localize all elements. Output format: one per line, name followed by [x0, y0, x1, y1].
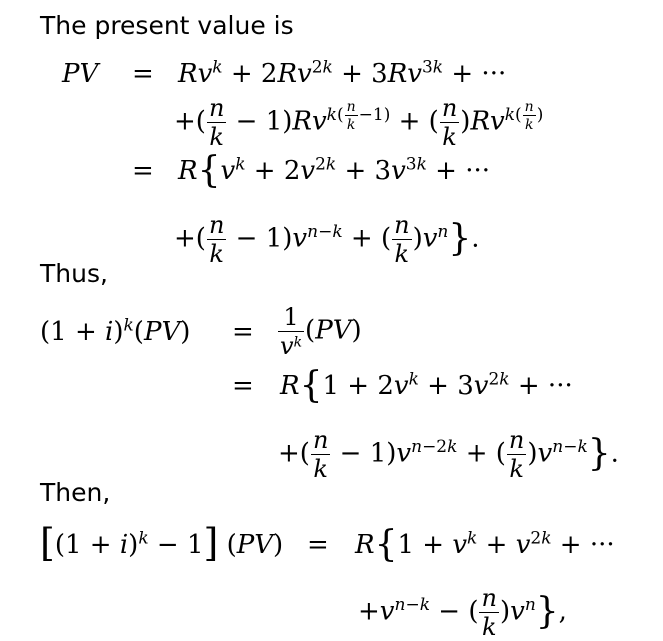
compounded-pv-lhs: $(1 + i)^k(PV)$	[40, 315, 191, 347]
then-text: Then,	[40, 478, 111, 507]
compounded-pv-rhs-1: $\frac{1}{v^k}$ (PV)	[280, 303, 362, 360]
intro-text: The present value is	[40, 11, 294, 40]
pv-factored-line-1: $R\{v^k + 2v^{2k} + 3v^{3k}$ + ···	[178, 150, 491, 191]
equals-sign: =	[232, 317, 254, 347]
equals-sign: =	[307, 530, 329, 560]
pv-series-line-1: $Rv^k + 2Rv^{2k} + 3Rv^{3k}$ + ···	[178, 57, 507, 89]
pv-lhs: PV	[62, 59, 99, 89]
equals-sign: =	[132, 156, 154, 186]
equals-sign: =	[132, 59, 154, 89]
compounded-pv-rhs-2: $R\{1 + 2v^k + 3v^{2k}$ + ···	[280, 365, 573, 406]
pv-series-line-2: +( $\frac{n}{k}$ − $1)Rv^{k( \frac{n}{k} -1)}$ + ( $\frac{n}{k}$ )$Rv^{k( \frac{n}{k} )}$	[174, 94, 544, 151]
compounded-pv-rhs-3: +( $\frac{n}{k}$ − $1)v^{n-2k}$ + ( $\frac{n}{k}$ )$v^{n-k}$}.	[278, 426, 619, 483]
difference-rhs-1: $R\{1 + v^k + v^{2k}$ + ···	[355, 524, 615, 565]
difference-rhs-2: $+v^{n-k}$ − ( $\frac{n}{k}$ )$v^n$},	[358, 584, 567, 641]
difference-lhs: $[(1 + i)^k - 1]$ (PV)	[40, 521, 284, 565]
equals-sign: =	[232, 371, 254, 401]
thus-text: Thus,	[40, 259, 108, 288]
pv-factored-line-2: +( $\frac{n}{k}$ − $1)v^{n-k}$ + ( $\frac{n}{k}$ )$v^n$}.	[174, 211, 480, 268]
